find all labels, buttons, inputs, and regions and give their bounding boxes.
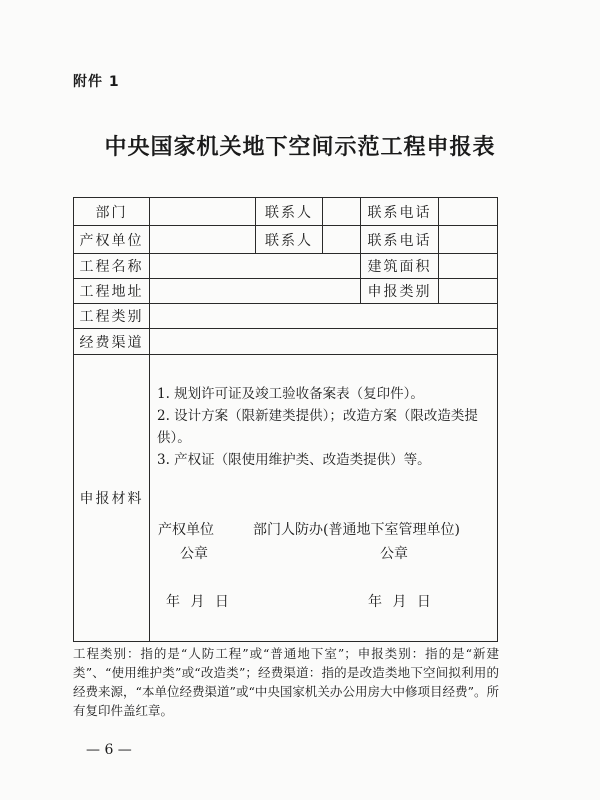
owner-contact-value[interactable] [323, 226, 361, 254]
department-value[interactable] [150, 198, 256, 226]
owner-stamp-date: 年 月 日 [166, 594, 232, 610]
project-name-value[interactable] [150, 254, 361, 279]
form-row-project-name [74, 254, 498, 279]
department-label: 部门 [74, 198, 150, 226]
materials-item-3: 3. 产权证（限使用维护类、改造类提供）等。 [157, 452, 431, 468]
form-row-materials [74, 355, 498, 642]
project-address-value[interactable] [150, 279, 361, 304]
form-row-project-type [74, 304, 498, 329]
dept-stamp-title: 部门人防办(普通地下室管理单位) [253, 522, 460, 538]
contact-label: 联系人 [256, 198, 323, 226]
form-row-owner [74, 226, 498, 254]
form-row-funding [74, 329, 498, 355]
attachment-label: 附件 1 [73, 74, 120, 90]
materials-item-1: 1. 规划许可证及竣工验收备案表（复印件）。 [157, 386, 424, 402]
project-type-value[interactable] [150, 304, 498, 329]
form-row-project-address [74, 279, 498, 304]
contact-value[interactable] [323, 198, 361, 226]
funding-channel-label: 经费渠道 [74, 329, 150, 355]
owner-stamp-title: 产权单位 [158, 522, 214, 538]
project-name-label: 工程名称 [74, 254, 150, 279]
materials-item-2: 2. 设计方案（限新建类提供）；改造方案（限改造类提供）。 [157, 408, 478, 446]
materials-label: 申报材料 [74, 355, 150, 642]
owner-unit-label: 产权单位 [74, 226, 150, 254]
project-type-label: 工程类别 [74, 304, 150, 329]
owner-phone-label: 联系电话 [361, 226, 439, 254]
dept-stamp-date: 年 月 日 [368, 594, 434, 610]
owner-stamp-seal: 公章 [180, 546, 208, 562]
materials-content [150, 355, 498, 642]
owner-unit-value[interactable] [150, 226, 256, 254]
dept-stamp-seal: 公章 [380, 546, 408, 562]
materials-list [157, 383, 498, 471]
floor-area-value[interactable] [439, 254, 498, 279]
report-type-value[interactable] [439, 279, 498, 304]
phone-value[interactable] [439, 198, 498, 226]
page-number: — 6 — [86, 742, 132, 758]
floor-area-label: 建筑面积 [361, 254, 439, 279]
page-title: 中央国家机关地下空间示范工程申报表 [104, 134, 496, 160]
phone-label: 联系电话 [361, 198, 439, 226]
form-notes: 工程类别：指的是“人防工程”或“普通地下室”；申报类别：指的是“新建类”、“使用维护类”或“改造类”；经费渠道：指的是改造类地下空间拟利用的经费来源，“本单位经费渠道”或“中央国家机关办公用房大中修项目经费”。所有复印件盖红章。 [73, 646, 499, 718]
application-form-table [73, 197, 498, 642]
owner-phone-value[interactable] [439, 226, 498, 254]
form-row-department [74, 198, 498, 226]
project-address-label: 工程地址 [74, 279, 150, 304]
report-type-label: 申报类别 [361, 279, 439, 304]
owner-contact-label: 联系人 [256, 226, 323, 254]
funding-channel-value[interactable] [150, 329, 498, 355]
